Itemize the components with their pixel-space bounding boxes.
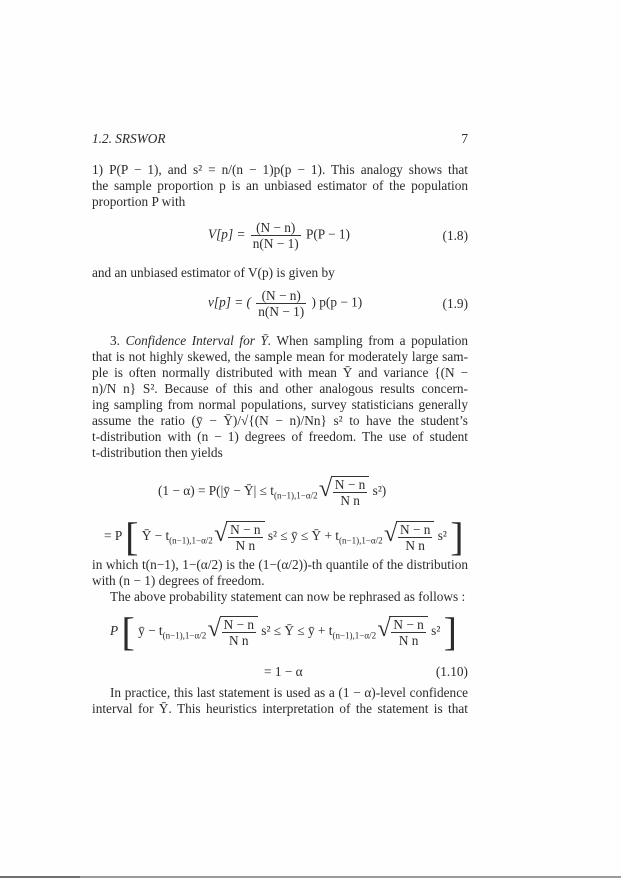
left-bracket: [ (125, 514, 139, 559)
equation-ci-probability (158, 476, 386, 508)
fraction-denominator: N n (405, 538, 425, 553)
radical-sign: √ (214, 521, 228, 547)
fraction (333, 477, 367, 508)
eq-subscript: (n−1),1−α/2 (273, 490, 318, 501)
square-root (318, 476, 369, 508)
fraction-numerator: N − n (230, 522, 261, 537)
item-number: 3. (110, 333, 120, 348)
radical-sign: √ (383, 521, 398, 547)
eq-rhs: ) p(p − 1) (311, 294, 363, 310)
radical-sign: √ (377, 616, 391, 642)
eq-term: ȳ − t (138, 623, 163, 639)
eq-term: s² ≤ Ȳ ≤ ȳ + t (261, 623, 333, 639)
text-line: t-distribution then yields (92, 445, 223, 460)
eq-term: s² (431, 623, 441, 639)
fraction (228, 522, 262, 553)
radical-sign: √ (318, 476, 333, 502)
fraction-denominator: N n (398, 633, 419, 648)
text-line: t-distribution with (n − 1) degrees of freedom. The use of student (92, 429, 468, 444)
text-line: that is not highly skewed, the sample mean for moderately large sam- (92, 349, 468, 364)
fraction-numerator: N − n (223, 617, 254, 632)
eq-term: s² (437, 528, 447, 544)
fraction-denominator: N n (235, 538, 256, 553)
eq-subscript: (n−1),1−α/2 (339, 535, 383, 546)
section-title: Confidence Interval for Ȳ. (125, 333, 272, 348)
square-root (216, 521, 264, 553)
square-root (207, 616, 258, 648)
paragraph-4 (92, 557, 468, 605)
left-bracket: [ (121, 609, 135, 654)
eq-rhs: P(P − 1) (305, 226, 350, 242)
text-line: the sample proportion p is an unbiased estimator of the population (92, 178, 468, 193)
equation-1-9 (208, 288, 362, 319)
equation-number: (1.8) (442, 228, 468, 243)
text-line: n)/N n} S². Because of this and other analogous results concern- (92, 381, 468, 396)
fraction-denominator: N n (228, 633, 249, 648)
text-line: with (n − 1) degrees of freedom. (92, 573, 265, 588)
right-bracket: ] (443, 609, 457, 654)
equation-number: (1.9) (442, 296, 468, 311)
eq-subscript: (n−1),1−α/2 (332, 630, 377, 641)
text-span: When sampling from a population (276, 333, 468, 348)
fraction-numerator: N − n (393, 617, 424, 632)
fraction-denominator: n(N − 1) (252, 236, 299, 251)
page-number: 7 (461, 131, 468, 146)
eq-subscript: (n−1),1−α/2 (169, 535, 213, 546)
running-header-section: 1.2. SRSWOR (92, 131, 166, 146)
equation-1-8 (208, 220, 350, 251)
equation-ci-interval (104, 514, 464, 559)
eq-lhs: = P (104, 528, 122, 544)
eq-lhs: v[p] = ( (208, 294, 251, 310)
fraction-numerator: (N − n) (256, 288, 306, 304)
fraction-numerator: N − n (334, 477, 366, 492)
right-bracket: ] (450, 514, 464, 559)
equation-number: (1.10) (435, 664, 468, 679)
fraction-denominator: N n (340, 493, 360, 508)
text-line: in which t(n−1), 1−(α/2) is the (1−(α/2))-th quantile of the distribution (92, 557, 468, 572)
fraction-numerator: N − n (399, 522, 431, 537)
fraction-numerator: (N − n) (251, 220, 301, 236)
paragraph-1 (92, 162, 468, 210)
equation-1-10 (110, 609, 457, 654)
text-line: ple is often normally distributed with mean Ȳ and variance {(N − (92, 365, 468, 380)
text-line (92, 333, 468, 349)
text-line: assume the ratio (ȳ − Ȳ)/√{(N − n)/Nn} s² to have the student’s (92, 413, 468, 428)
eq-lhs: V[p] = (208, 226, 246, 242)
square-root (383, 521, 434, 553)
fraction (251, 220, 301, 251)
text-line: 1) P(P − 1), and s² = n/(n − 1)p(p − 1). This analogy shows that (92, 162, 468, 177)
text-line: proportion P with (92, 194, 186, 209)
paragraph-2: and an unbiased estimator of V(p) is given by (92, 265, 335, 280)
radical-sign: √ (207, 616, 221, 642)
eq-term: s² ≤ ȳ ≤ Ȳ + t (267, 528, 340, 544)
paragraph-3 (92, 333, 468, 461)
eq-term: Ȳ − t (141, 528, 170, 544)
fraction (391, 617, 425, 648)
eq-lhs: (1 − α) = P(|ȳ − Ȳ| ≤ t (158, 483, 274, 499)
square-root (379, 616, 427, 648)
text-line: ing sampling from normal populations, survey statisticians generally (92, 397, 468, 412)
fraction (222, 617, 256, 648)
equation-result: = 1 − α (264, 664, 303, 679)
fraction (398, 522, 432, 553)
text-line: The above probability statement can now be rephrased as follows : (110, 589, 466, 604)
eq-subscript: (n−1),1−α/2 (162, 630, 207, 641)
text-line: interval for Ȳ. This heuristics interpretation of the statement is that (92, 701, 468, 716)
fraction-denominator: n(N − 1) (258, 304, 305, 319)
eq-rhs: s²) (372, 483, 387, 499)
fraction (256, 288, 306, 319)
eq-lhs: P (110, 623, 119, 639)
paragraph-5 (92, 685, 468, 717)
text-line: In practice, this last statement is used as a (1 − α)-level confidence (110, 685, 468, 700)
